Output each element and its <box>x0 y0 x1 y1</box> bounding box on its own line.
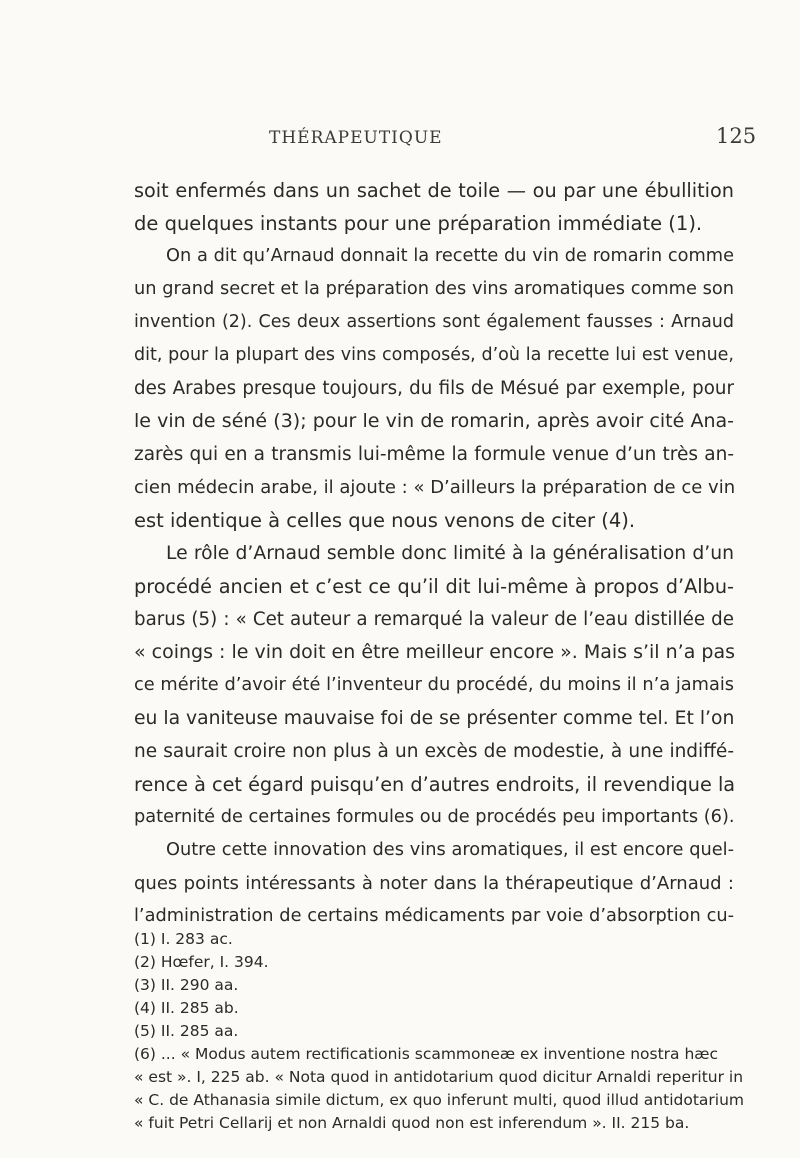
text-line: un grand secret et la préparation des vins aromatiques comme son <box>134 279 734 299</box>
text-line: ne saurait croire non plus à un excès de modestie, à une indiffé- <box>134 741 734 762</box>
footnote: (5) II. 285 aa. <box>134 1022 239 1040</box>
footnote-continuation: « est ». I, 225 ab. « Nota quod in antidotarium quod dicitur Arnaldi reperitur in <box>134 1068 744 1086</box>
text-line: cien médecin arabe, il ajoute : « D’ailleurs la préparation de ce vin <box>134 477 736 498</box>
running-title: THÉRAPEUTIQUE <box>269 128 443 148</box>
footnote-continuation: « C. de Athanasia simile dictum, ex quo inferunt multi, quod illud antidotarium <box>134 1091 745 1109</box>
page-number: 125 <box>716 124 757 148</box>
text-line: est identique à celles que nous venons de citer (4). <box>134 509 636 532</box>
text-line: Outre cette innovation des vins aromatiques, il est encore quel- <box>166 840 734 860</box>
footnote: (6) ... « Modus autem rectificationis scammoneæ ex inventione nostra hæc <box>134 1045 719 1063</box>
footnote-continuation: « fuit Petri Cellarij et non Arnaldi quod non est inferendum ». II. 215 ba. <box>134 1114 690 1132</box>
text-line: paternité de certaines formules ou de procédés peu importants (6). <box>134 807 735 827</box>
text-line: procédé ancien et c’est ce qu’il dit lui-même à propos d’Albu- <box>134 575 734 598</box>
text-line: le vin de séné (3); pour le vin de romarin, après avoir cité Ana- <box>134 410 734 432</box>
footnote: (4) II. 285 ab. <box>134 999 239 1017</box>
text-line: de quelques instants pour une préparation immédiate (1). <box>134 212 703 235</box>
text-line: des Arabes presque toujours, du fils de Mésué par exemple, pour <box>134 378 734 399</box>
text-line: On a dit qu’Arnaud donnait la recette du vin de romarin comme <box>166 246 734 266</box>
text-line: soit enfermés dans un sachet de toile — ou par une ébullition <box>134 179 734 202</box>
text-line: Le rôle d’Arnaud semble donc limité à la généralisation d’un <box>166 543 734 564</box>
text-line: rence à cet égard puisqu’en d’autres endroits, il revendique la <box>134 773 736 796</box>
footnotes <box>134 928 754 1135</box>
text-line: ques points intéressants à noter dans la thérapeutique d’Arnaud : <box>134 873 734 894</box>
footnote: (3) II. 290 aa. <box>134 976 239 994</box>
body-text <box>134 174 734 933</box>
text-line: invention (2). Ces deux assertions sont également fausses : Arnaud <box>134 312 734 332</box>
text-line: eu la vaniteuse mauvaise foi de se présenter comme tel. Et l’on <box>134 708 735 729</box>
text-line: dit, pour la plupart des vins composés, d’où la recette lui est venue, <box>134 345 734 365</box>
footnote: (2) Hœfer, I. 394. <box>134 953 269 971</box>
text-line: « coings : le vin doit en être meilleur encore ». Mais s’il n’a pas <box>134 641 735 663</box>
text-line: zarès qui en a transmis lui-même la formule venue d’un très an- <box>134 444 734 465</box>
text-line: barus (5) : « Cet auteur a remarqué la valeur de l’eau distillée de <box>134 609 734 630</box>
footnote: (1) I. 283 ac. <box>134 930 233 948</box>
text-line: l’administration de certains médicaments par voie d’absorption cu- <box>134 906 734 926</box>
text-line: ce mérite d’avoir été l’inventeur du procédé, du moins il n’a jamais <box>134 675 734 695</box>
